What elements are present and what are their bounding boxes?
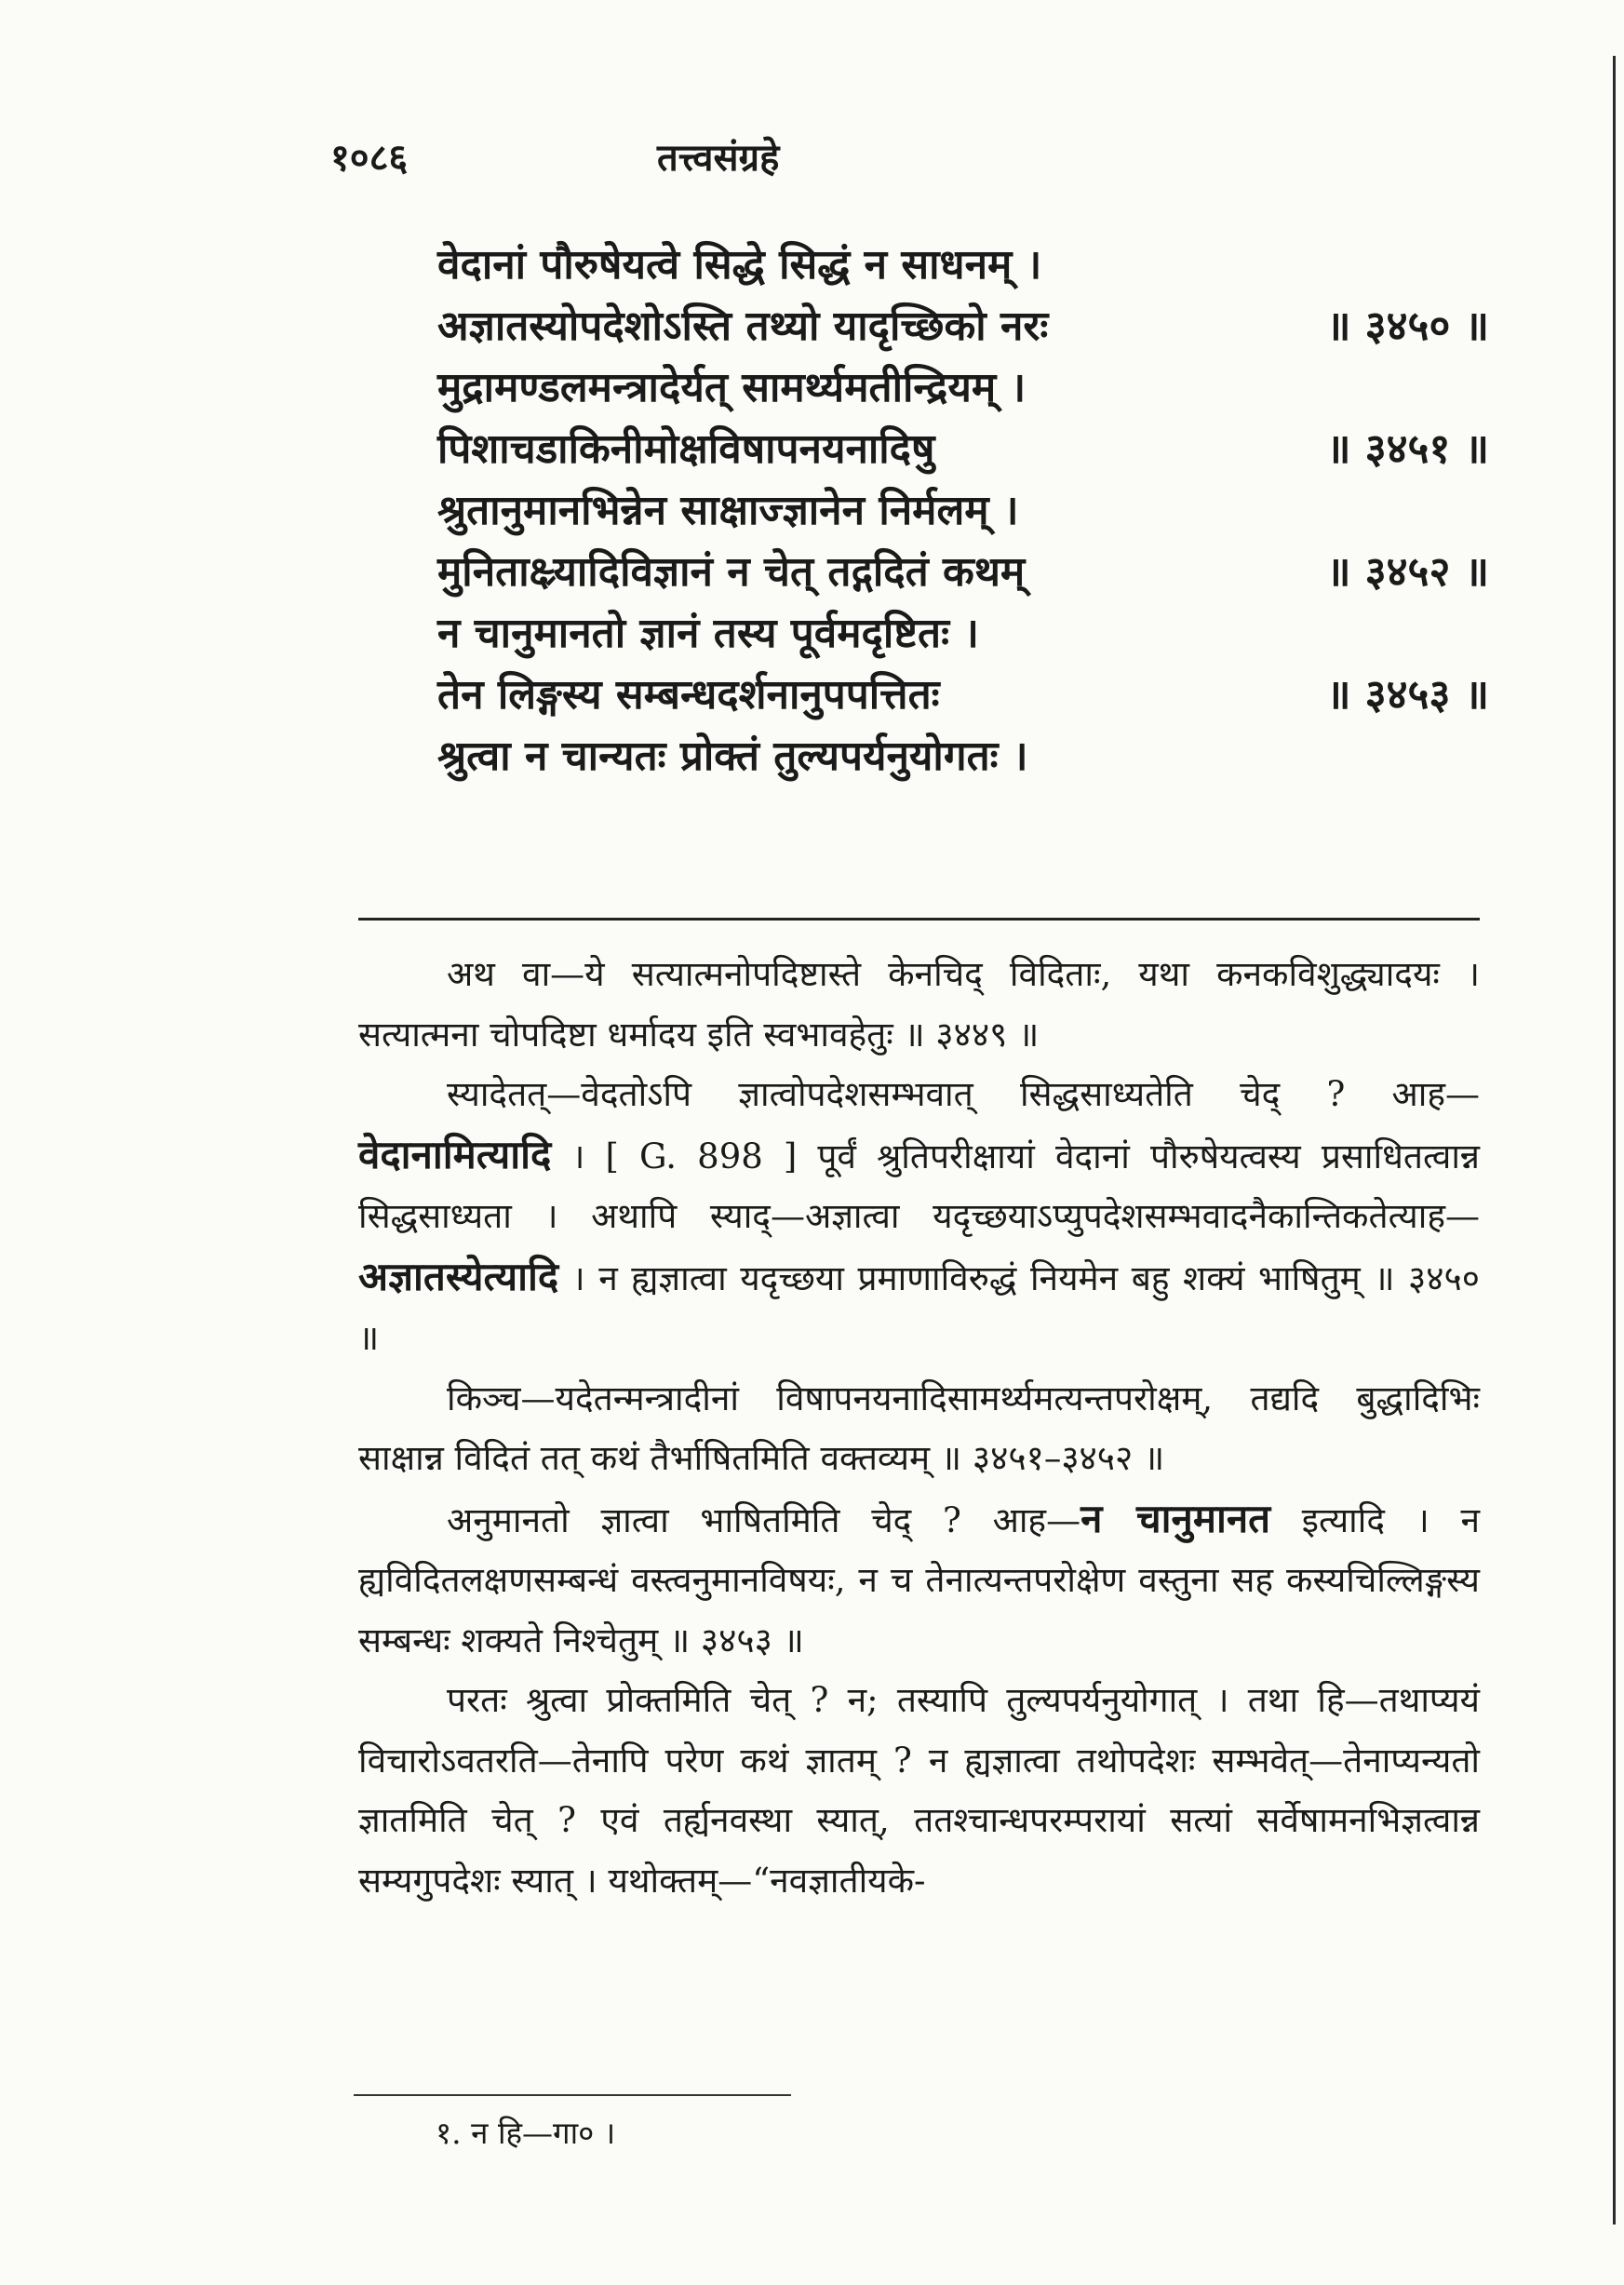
verse-line [437,235,1489,296]
verse-line [437,603,1489,665]
page-header [0,130,1624,186]
commentary-paragraph [358,1065,1480,1369]
verse-line [437,542,1489,603]
verse-text: मुद्रामण्डलमन्त्रादेर्यत् सामर्थ्यमतीन्द्रियम् । [437,364,1027,411]
verse-text: पिशाचडाकिनीमोक्षविषापनयनादिषु [437,425,935,473]
pratika-heading: वेदानामित्यादि [358,1131,552,1177]
commentary-text: अनुमानतो ज्ञात्वा भाषितमिति चेद् ? आह— [447,1499,1081,1540]
verse-text: श्रुतानुमानभिन्नेन साक्षाज्ज्ञानेन निर्मलम् । [437,487,1019,534]
verse-number: ॥ ३४५२ ॥ [1326,548,1489,596]
verse-line [437,296,1489,357]
verse-commentary-separator [358,918,1480,921]
verse-number: ॥ ३४५३ ॥ [1326,671,1489,719]
verse-number: ॥ ३४५१ ॥ [1326,425,1489,473]
verse-text: तेन लिङ्गस्य सम्बन्धदर्शनानुपपत्तितः [437,671,940,719]
verse-line [437,726,1489,787]
commentary-paragraph: परतः श्रुत्वा प्रोक्तमिति चेत् ? न; तस्यापि तुल्यपर्यनुयोगात् । तथा हि—तथाप्ययं विचारोऽवतरति—तेनापि परेण कथं ज्ञातम् ? न ह्यज्ञात्वा तथोपदेशः सम्भवेत्—तेनाप्यन्यतो ज्ञातमिति चेत् ? एवं तर्ह्यनवस्था स्यात्, ततश्चान्धपरम्परायां सत्यां सर्वेषामनभिज्ञत्वान्न सम्यगुपदेशः स्यात् । यथोक्तम्—“नवज्ञातीयके- [358,1680,1480,1901]
verse-text: न चानुमानतो ज्ञानं तस्य पूर्वमदृष्टितः । [437,610,979,657]
page-number: १०८६ [330,136,409,180]
verse-text: मुनिताक्ष्र्यादिविज्ञानं न चेत् तद्गदितं कथम् [437,548,1026,596]
verse-line [437,419,1489,480]
footnote-rule [354,2094,791,2096]
commentary-text: । न ह्यज्ञात्वा यदृच्छया प्रमाणाविरुद्धं नियमेन बहु शक्यं भाषितुम् ॥ ३४५० ॥ [358,1257,1480,1358]
commentary-text: । [ G. 898 ] पूर्वं श्रुतिपरीक्षायां वेदानां पौरुषेयत्वस्य प्रसाधितत्वान्न सिद्धसाध्यता । अथापि स्याद्—अज्ञात्वा यदृच्छयाऽप्युपदेशसम्भवादनैकान्तिकतेत्याह— [358,1136,1480,1236]
running-title: तत्त्वसंग्रहे [657,136,780,180]
commentary-paragraph [358,1489,1480,1672]
verse-text: श्रुत्वा न चान्यतः प्रोक्तं तुल्यपर्यनुयोगतः । [437,733,1028,780]
pratika-heading: अज्ञातस्येत्यादि [358,1253,559,1299]
verse-line [437,357,1489,419]
verse-text: अज्ञातस्योपदेशोऽस्ति तथ्यो यादृच्छिको नरः [437,302,1049,350]
commentary-paragraph: अथ वा—ये सत्यात्मनोपदिष्टास्ते केनचिद् विदिताः, यथा कनकविशुद्ध्यादयः । सत्यात्मना चोपदिष्टा धर्मादय इति स्वभावहेतुः ॥ ३४४९ ॥ [358,954,1480,1055]
verse-line [437,480,1489,542]
footnote: १. न हि—गा० । [436,2115,616,2151]
commentary-block [358,945,1480,1911]
commentary-text: स्यादेतत्—वेदतोऽपि ज्ञात्वोपदेशसम्भवात् सिद्धसाध्यतेति चेद् ? आह— [447,1074,1480,1114]
verse-number: ॥ ३४५० ॥ [1326,302,1489,350]
verse-text: वेदानां पौरुषेयत्वे सिद्धे सिद्धं न साधनम् । [437,241,1042,289]
pratika-heading: न चानुमानत [1080,1495,1271,1541]
commentary-paragraph: किञ्च—यदेतन्मन्त्रादीनां विषापनयनादिसामर्थ्यमत्यन्तपरोक्षम्, तद्यदि बुद्धादिभिः साक्षान्न विदितं तत् कथं तैर्भाषितमिति वक्तव्यम् ॥ ३४५१–३४५२ ॥ [358,1378,1480,1478]
commentary-text: इत्यादि । न ह्यविदितलक्षणसम्बन्धं वस्त्वनुमानविषयः, न च तेनात्यन्तपरोक्षेण वस्तुना सह कस्यचिल्लिङ्गस्य सम्बन्धः शक्यते निश्चेतुम् ॥ ३४५३ ॥ [358,1499,1481,1660]
page-edge-line [1613,56,1616,2225]
verse-block [437,235,1489,787]
verse-line [437,665,1489,726]
